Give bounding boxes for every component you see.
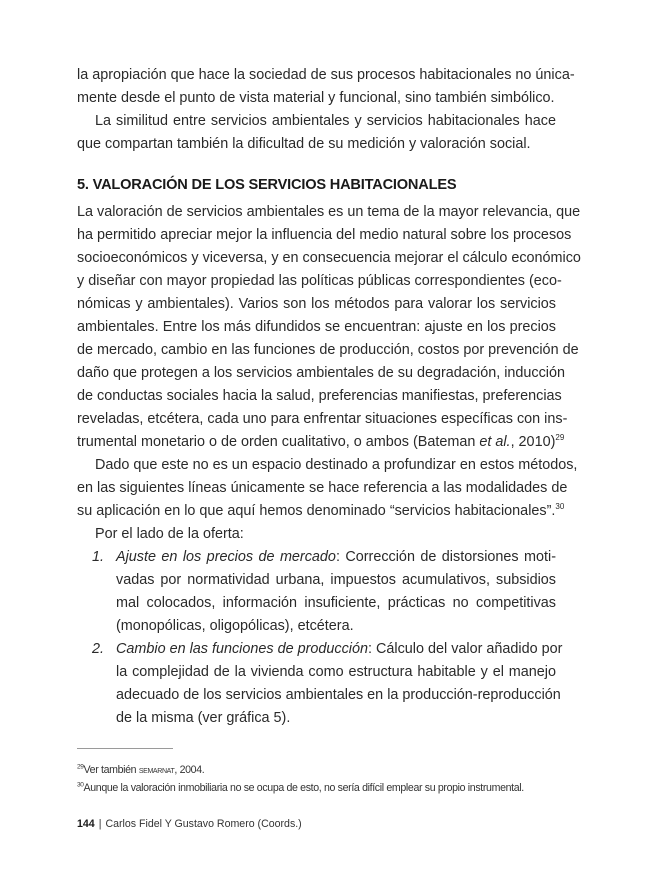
- text-line: reveladas, etcétera, cada uno para enfrentar situaciones específicas con ins-: [77, 411, 568, 428]
- text-line: mal colocados, información insuficiente, prácticas no competitivas: [116, 595, 556, 612]
- paragraph-dado-que: [77, 454, 578, 523]
- footnote-divider: [77, 748, 173, 749]
- text-line: mente desde el punto de vista material y funcional, sino también simbólico.: [77, 90, 555, 107]
- text-line: la apropiación que hace la sociedad de sus procesos habitacionales no única-: [77, 67, 575, 83]
- text-fragment: : Cálculo del valor añadido por: [368, 641, 563, 657]
- citation-et-al: et al.: [479, 434, 511, 451]
- text-line: Por el lado de la oferta:: [95, 526, 244, 542]
- text-line: ambientales. Entre los más difundidos se encuentran: ajuste en los precios: [77, 319, 556, 336]
- list-number: 1.: [92, 549, 105, 565]
- footer-authors: Carlos Fidel Y Gustavo Romero (Coords.): [105, 818, 302, 830]
- text-fragment: , 2010): [510, 434, 556, 451]
- text-line: (monopólicas, oligopólicas), etcétera.: [116, 618, 354, 635]
- footnote-acronym: semarnat: [138, 765, 175, 776]
- text-line: [116, 546, 556, 569]
- page-footer: [77, 818, 302, 830]
- footnote-number: 29: [77, 763, 84, 771]
- footnote-ref-29[interactable]: 29: [555, 433, 565, 443]
- list-number: 2.: [92, 641, 105, 657]
- text-line: en las siguientes líneas únicamente se hace referencia a las modalidades de: [77, 480, 568, 497]
- text-line: socioeconómicos y viceversa, y en consecuencia mejorar el cálculo económico: [77, 250, 581, 267]
- text-line: vadas por normatividad urbana, impuestos acumulativos, subsidios: [116, 572, 556, 589]
- footnote-29: [77, 764, 204, 776]
- text-line: La similitud entre servicios ambientales y servicios habitacionales hace: [95, 113, 556, 129]
- text-line: daño que protegen a los servicios ambientales de su degradación, inducción: [77, 365, 566, 382]
- footnote-30: [77, 782, 524, 794]
- text-line: ha permitido apreciar mejor la influencia del medio natural sobre los procesos: [77, 227, 572, 244]
- footnote-text: , 2004.: [174, 764, 205, 776]
- footnote-text: Aunque la valoración inmobiliaria no se ocupa de esto, no sería difícil emplear su propio instrumental.: [83, 782, 524, 794]
- text-line: adecuado de los servicios ambientales en la producción-reproducción: [116, 687, 561, 704]
- text-line: y diseñar con mayor propiedad las políticas públicas correspondientes (eco-: [77, 273, 562, 290]
- paragraph-continuation: [77, 64, 575, 110]
- text-line: nómicas y ambientales). Varios son los métodos para valorar los servicios: [77, 296, 556, 313]
- text-line: La valoración de servicios ambientales es un tema de la mayor relevancia, que: [77, 204, 581, 220]
- page-number: 144: [77, 818, 95, 830]
- list-item-title: Cambio en las funciones de producción: [116, 641, 368, 657]
- text-line: que compartan también la dificultad de su medición y valoración social.: [77, 136, 531, 153]
- paragraph-similitud: [77, 110, 556, 156]
- text-line: de la misma (ver gráfica 5).: [116, 710, 291, 727]
- text-line: de mercado, cambio en las funciones de producción, costos por prevención de: [77, 342, 579, 359]
- text-line: Dado que este no es un espacio destinado a profundizar en estos métodos,: [95, 457, 578, 473]
- list-item-title: Ajuste en los precios de mercado: [116, 549, 336, 565]
- text-line: [116, 638, 563, 661]
- text-line: [77, 431, 565, 454]
- text-fragment: : Corrección de distorsiones moti-: [335, 549, 557, 565]
- text-fragment: su aplicación en lo que aquí hemos denominado “servicios habitacionales”.: [77, 503, 556, 520]
- text-line: [77, 500, 565, 523]
- footnote-text: Ver también: [83, 764, 139, 776]
- section-heading: 5. VALORACIÓN DE LOS SERVICIOS HABITACIONALES: [77, 177, 457, 193]
- footer-separator: |: [98, 818, 102, 830]
- paragraph-oferta: [77, 523, 556, 546]
- paragraph-valoracion: [77, 201, 581, 455]
- footnote-number: 30: [77, 781, 84, 789]
- text-fragment: trumental monetario o de orden cualitativo, o ambos (Bateman: [77, 434, 480, 451]
- footnote-ref-30[interactable]: 30: [555, 502, 565, 512]
- text-line: la complejidad de la vivienda como estructura habitable y el manejo: [116, 664, 556, 681]
- text-line: de conductas sociales hacia la salud, preferencias manifiestas, preferencias: [77, 388, 562, 405]
